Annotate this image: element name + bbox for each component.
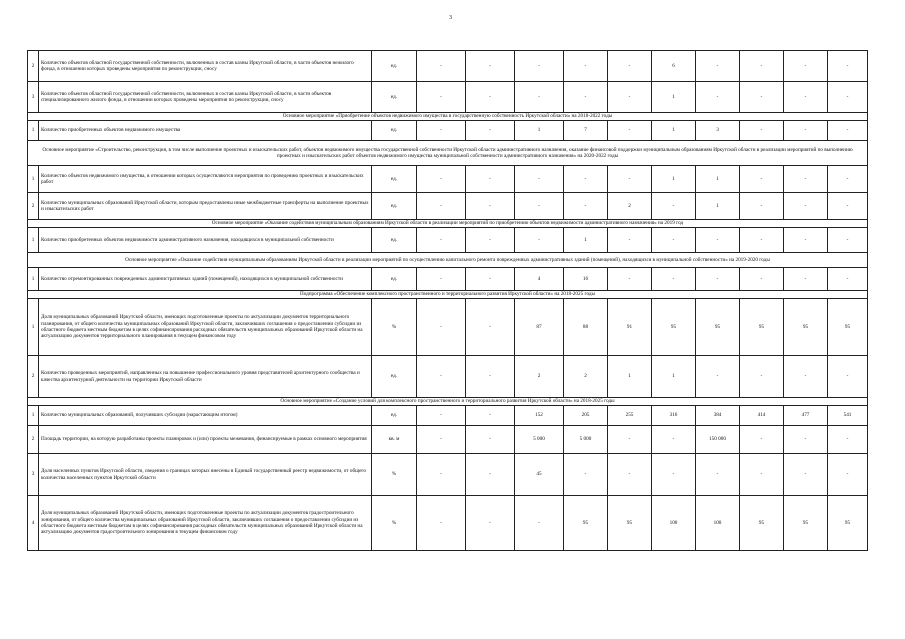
row-number: 2	[28, 193, 39, 220]
value-cell: -	[417, 228, 466, 253]
value-cell: 95	[740, 299, 784, 356]
value-cell: -	[466, 268, 515, 291]
value-cell: -	[417, 82, 466, 113]
value-cell: 95	[696, 299, 740, 356]
value-cell: -	[466, 454, 515, 496]
row-number: 2	[28, 356, 39, 398]
indicator-name: Доля муниципальных образований Иркутской области, имеющих подготовленные проекты по актуализации документов градостроительного зонирования, от общего количества муниципальных образований Иркутской области, заключивших соглашения о предоставлении субсидии из областного бюджета местным бюджетам в целях софинансирования расходных обязательств муниципальных образований Иркутской области на актуализацию документов градостроительного зонирования в текущем финансовом году	[39, 496, 372, 551]
row-number: 2	[28, 426, 39, 454]
value-cell: 384	[696, 406, 740, 426]
value-cell: -	[608, 454, 652, 496]
unit-cell: %	[372, 496, 417, 551]
value-cell: -	[608, 121, 652, 141]
value-cell: -	[466, 299, 515, 356]
value-cell: 1	[696, 166, 740, 193]
value-cell: -	[417, 299, 466, 356]
value-cell: 1	[652, 121, 696, 141]
value-cell: 5 000	[564, 426, 608, 454]
value-cell: -	[608, 228, 652, 253]
section-header-row	[28, 220, 868, 228]
value-cell: -	[515, 496, 564, 551]
value-cell: 95	[828, 299, 868, 356]
value-cell: -	[828, 228, 868, 253]
value-cell: -	[652, 454, 696, 496]
value-cell: -	[828, 454, 868, 496]
value-cell: -	[652, 228, 696, 253]
value-cell: -	[564, 166, 608, 193]
value-cell: 414	[740, 406, 784, 426]
table-row	[28, 454, 868, 496]
value-cell: 16	[564, 268, 608, 291]
value-cell: -	[466, 228, 515, 253]
row-number: 3	[28, 454, 39, 496]
value-cell: 95	[784, 496, 828, 551]
value-cell: -	[417, 454, 466, 496]
unit-cell: ед.	[372, 82, 417, 113]
row-number: 1	[28, 299, 39, 356]
section-title: Основное мероприятие «Оказание содействия муниципальным образованиям Иркутской области в реализации мероприятий по приобретению объектов недвижимости административного назначения» на 2019 год	[28, 220, 868, 228]
value-cell: -	[564, 193, 608, 220]
value-cell: -	[696, 356, 740, 398]
value-cell: 95	[608, 496, 652, 551]
value-cell: 6	[652, 51, 696, 82]
indicator-name: Доля населенных пунктов Иркутской области, сведения о границах которых внесены в Единый государственный реестр недвижимости, от общего количества населенных пунктов Иркутской области	[39, 454, 372, 496]
value-cell: -	[608, 268, 652, 291]
value-cell: -	[740, 51, 784, 82]
page-number: 3	[449, 15, 452, 21]
value-cell: -	[740, 356, 784, 398]
section-header-row	[28, 253, 868, 268]
row-number: 4	[28, 496, 39, 551]
value-cell: -	[828, 166, 868, 193]
indicators-table	[27, 50, 868, 551]
value-cell: -	[784, 356, 828, 398]
value-cell: 150 000	[696, 426, 740, 454]
value-cell: 7	[564, 121, 608, 141]
unit-cell: ед.	[372, 406, 417, 426]
unit-cell: ед.	[372, 356, 417, 398]
value-cell: 95	[740, 496, 784, 551]
value-cell: -	[696, 454, 740, 496]
value-cell: -	[608, 426, 652, 454]
value-cell: -	[515, 166, 564, 193]
value-cell: 95	[828, 496, 868, 551]
indicator-name: Количество объектов областной государственной собственности, включенных в состав казны Иркутской области, в части объектов нежилого фонда, в отношении которых проведены мероприятия по реконструкции, сносу	[39, 51, 372, 82]
section-title: Основное мероприятие «Приобретение объектов недвижимого имущества в государственную собственность Иркутской области» на 2018-2022 годы	[28, 113, 868, 121]
value-cell: -	[466, 166, 515, 193]
value-cell: 477	[784, 406, 828, 426]
value-cell: 45	[515, 454, 564, 496]
value-cell: -	[696, 228, 740, 253]
section-title: Основное мероприятие «Создание условий для комплексного пространственного и территориального развития Иркутской области» на 2018-2025 годы	[28, 398, 868, 406]
value-cell: -	[828, 51, 868, 82]
value-cell: -	[828, 82, 868, 113]
indicator-name: Площадь территории, на которую разработаны проекты планировок и (или) проекты межевания, финансируемые в рамках основного мероприятия	[39, 426, 372, 454]
value-cell: -	[515, 228, 564, 253]
value-cell: -	[740, 82, 784, 113]
value-cell: -	[784, 454, 828, 496]
value-cell: -	[466, 82, 515, 113]
value-cell: -	[784, 426, 828, 454]
unit-cell: ед.	[372, 121, 417, 141]
value-cell: -	[608, 82, 652, 113]
section-title: Основное мероприятие «Оказание содействия муниципальным образованиям Иркутской области в реализации мероприятий по осуществлению капитального ремонта поврежденных административных зданий (помещений), находящихся в муниципальной собственности» на 2019-2020 годы	[28, 253, 868, 268]
value-cell: -	[740, 193, 784, 220]
value-cell: -	[515, 82, 564, 113]
section-header-row	[28, 113, 868, 121]
section-title: Подпрограмма «Обеспечение комплексного пространственного и территориального развития Иркутской области» на 2018-2025 годы	[28, 291, 868, 299]
indicator-name: Количество объектов недвижимого имущества, в отношении которых осуществляются мероприятия по проведению проектных и изыскательских работ	[39, 166, 372, 193]
value-cell: 91	[608, 299, 652, 356]
value-cell: -	[696, 268, 740, 291]
value-cell: 95	[564, 496, 608, 551]
unit-cell: ед.	[372, 268, 417, 291]
section-header-row	[28, 141, 868, 166]
value-cell: -	[417, 193, 466, 220]
value-cell: -	[515, 51, 564, 82]
table-row	[28, 166, 868, 193]
value-cell: -	[652, 426, 696, 454]
row-number: 2	[28, 51, 39, 82]
value-cell: -	[784, 121, 828, 141]
value-cell: -	[784, 166, 828, 193]
value-cell: -	[466, 496, 515, 551]
unit-cell: %	[372, 299, 417, 356]
table-row	[28, 268, 868, 291]
value-cell: -	[828, 121, 868, 141]
value-cell: -	[417, 356, 466, 398]
row-number: 1	[28, 166, 39, 193]
value-cell: 2	[515, 356, 564, 398]
value-cell: -	[564, 82, 608, 113]
row-number: 1	[28, 406, 39, 426]
unit-cell: ед.	[372, 166, 417, 193]
value-cell: -	[652, 268, 696, 291]
value-cell: -	[417, 496, 466, 551]
value-cell: -	[417, 426, 466, 454]
value-cell: -	[828, 356, 868, 398]
value-cell: -	[466, 193, 515, 220]
indicator-name: Количество муниципальных образований Иркутской области, которым предоставлены иные межбюджетные трансферты на выполнение проектных и изыскательских работ	[39, 193, 372, 220]
indicator-name: Количество объектов областной государственной собственности, включенных в состав казны Иркутской области, в части объектов специализированного жилого фонда, в отношении которых проведены мероприятия по реконструкции, сносу	[39, 82, 372, 113]
row-number: 1	[28, 228, 39, 253]
value-cell: -	[652, 193, 696, 220]
value-cell: -	[515, 193, 564, 220]
indicator-name: Количество проведенных мероприятий, направленных на повышение профессионального уровня представителей архитектурного сообщества и качества архитектурной деятельности на территории Иркутской области	[39, 356, 372, 398]
value-cell: 2	[608, 193, 652, 220]
unit-cell: ед.	[372, 51, 417, 82]
table-row	[28, 82, 868, 113]
value-cell: 4	[515, 268, 564, 291]
value-cell: 5 000	[515, 426, 564, 454]
value-cell: -	[564, 51, 608, 82]
table-row	[28, 299, 868, 356]
row-number: 1	[28, 121, 39, 141]
value-cell: -	[784, 268, 828, 291]
value-cell: -	[784, 193, 828, 220]
indicator-name: Количество отремонтированных поврежденных административных зданий (помещений), находящихся в муниципальной собственности	[39, 268, 372, 291]
value-cell: -	[466, 51, 515, 82]
section-header-row	[28, 291, 868, 299]
table-row	[28, 51, 868, 82]
value-cell: 88	[564, 299, 608, 356]
value-cell: -	[696, 82, 740, 113]
value-cell: -	[417, 166, 466, 193]
value-cell: 100	[652, 496, 696, 551]
value-cell: -	[784, 228, 828, 253]
table-row	[28, 193, 868, 220]
row-number: 3	[28, 82, 39, 113]
value-cell: -	[740, 166, 784, 193]
value-cell: 152	[515, 406, 564, 426]
value-cell: 1	[652, 166, 696, 193]
value-cell: 541	[828, 406, 868, 426]
value-cell: 87	[515, 299, 564, 356]
table-row	[28, 228, 868, 253]
value-cell: -	[417, 121, 466, 141]
table-row	[28, 426, 868, 454]
value-cell: -	[740, 426, 784, 454]
value-cell: 100	[696, 496, 740, 551]
value-cell: -	[417, 51, 466, 82]
value-cell: 95	[784, 299, 828, 356]
value-cell: -	[417, 406, 466, 426]
value-cell: -	[828, 426, 868, 454]
section-header-row	[28, 398, 868, 406]
value-cell: -	[466, 356, 515, 398]
table-row	[28, 121, 868, 141]
value-cell: -	[608, 51, 652, 82]
indicator-name: Количество приобретенных объектов недвижимого имущества	[39, 121, 372, 141]
value-cell: 95	[652, 299, 696, 356]
value-cell: -	[696, 51, 740, 82]
row-number: 1	[28, 268, 39, 291]
value-cell: 205	[564, 406, 608, 426]
value-cell: -	[740, 228, 784, 253]
unit-cell: ед.	[372, 193, 417, 220]
value-cell: -	[466, 406, 515, 426]
value-cell: -	[740, 268, 784, 291]
value-cell: -	[608, 166, 652, 193]
value-cell: -	[784, 51, 828, 82]
value-cell: 255	[608, 406, 652, 426]
value-cell: 316	[652, 406, 696, 426]
value-cell: -	[466, 121, 515, 141]
table-row	[28, 496, 868, 551]
value-cell: 1	[608, 356, 652, 398]
unit-cell: %	[372, 454, 417, 496]
value-cell: -	[466, 426, 515, 454]
section-title: Основное мероприятие «Строительство, реконструкция, в том числе выполнение проектных и изыскательских работ, объектов недвижимого имущества государственной собственности Иркутской области административного назначения, оказание финансовой поддержки муниципальным образованиям Иркутской области в реализации мероприятий по выполнению проектных и изыскательских работ объектов недвижимого имущества муниципальной собственности административного назначения» на 2020-2022 годы	[28, 141, 868, 166]
indicator-name: Доля муниципальных образований Иркутской области, имеющих подготовленные проекты по актуализации документов территориального планирования, от общего количества муниципальных образований Иркутской области, заключивших соглашения о предоставлении субсидии из областного бюджета местным бюджетам в целях софинансирования расходных обязательств муниципальных образований Иркутской области на актуализацию документов территориального планирования в текущем финансовом году	[39, 299, 372, 356]
table-row	[28, 406, 868, 426]
value-cell: -	[784, 82, 828, 113]
table-row	[28, 356, 868, 398]
value-cell: -	[417, 268, 466, 291]
value-cell: 3	[696, 121, 740, 141]
value-cell: 1	[652, 356, 696, 398]
value-cell: -	[828, 193, 868, 220]
value-cell: -	[740, 121, 784, 141]
indicator-name: Количество приобретенных объектов недвижимости административного назначения, находящихся в муниципальной собственности	[39, 228, 372, 253]
unit-cell: ед.	[372, 228, 417, 253]
value-cell: 1	[696, 193, 740, 220]
value-cell: 1	[564, 228, 608, 253]
unit-cell: кв. м	[372, 426, 417, 454]
value-cell: 1	[652, 82, 696, 113]
value-cell: -	[564, 454, 608, 496]
value-cell: -	[740, 454, 784, 496]
value-cell: 1	[515, 121, 564, 141]
value-cell: -	[828, 268, 868, 291]
indicator-name: Количество муниципальных образований, получивших субсидии (нарастающим итогом)	[39, 406, 372, 426]
value-cell: 2	[564, 356, 608, 398]
